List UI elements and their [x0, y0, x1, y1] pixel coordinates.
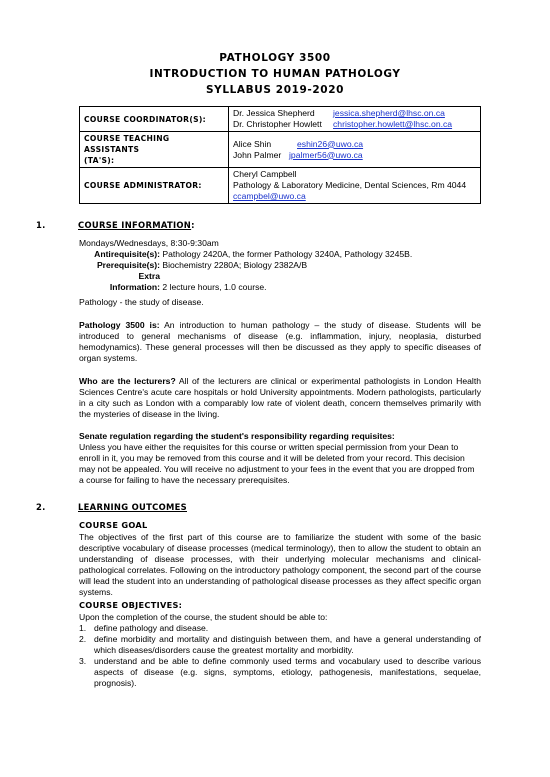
objective-number: 3.: [79, 656, 87, 666]
ta-name: Alice Shin: [233, 138, 272, 149]
objective-text: understand and be able to define commonly used terms and vocabulary used to describe various aspects of disease (e.g. signs, symptoms, etiology, pathogenesis, manifestations, sequelae, prognosis).: [94, 656, 481, 688]
senate-regulation-heading: Senate regulation regarding the student's responsibility regarding requisites:: [79, 431, 395, 441]
senate-regulation-block: [79, 431, 481, 486]
section-1-heading: [36, 220, 195, 230]
objective-number: 1.: [79, 623, 87, 633]
administrator-role-label: COURSE ADMINISTRATOR:: [80, 168, 229, 204]
course-info-block: [79, 238, 481, 293]
section-number: 2.: [36, 502, 46, 512]
extra-info-line: [90, 271, 481, 293]
course-intro-lead: Pathology 3500 is:: [79, 320, 160, 330]
pathology-definition: Pathology - the study of disease.: [79, 297, 204, 307]
course-objectives-block: [79, 612, 481, 689]
administrator-email-link[interactable]: ccampbel@uwo.ca: [233, 191, 306, 201]
staff-table: [79, 106, 481, 204]
ta-name: John Palmer: [233, 149, 282, 160]
lecturers-text: All of the lecturers are clinical or experimental pathologists in London Health Sciences Centre's acute care hospitals or hold University appointments. Modern pathologists, particularly in a city such as London with a comparably low rate of violent death, concern themselves primarily with the mysteries of disease in the living.: [79, 376, 481, 419]
lecturers-paragraph: [79, 376, 481, 420]
objectives-intro: Upon the completion of the course, the student should be able to:: [79, 612, 328, 622]
objective-item: [79, 656, 481, 689]
document-header: [0, 50, 550, 98]
antirequisite-line: [90, 249, 481, 260]
objective-number: 2.: [79, 634, 87, 644]
course-code-title: PATHOLOGY 3500: [219, 52, 331, 64]
ta-role-label: [80, 132, 229, 168]
coordinator-name: Dr. Jessica Shepherd: [233, 108, 315, 118]
coordinator-role-label: COURSE COORDINATOR(S):: [80, 107, 229, 132]
section-2-heading: [36, 502, 187, 512]
extra-info-value: 2 lecture hours, 1.0 course.: [162, 282, 267, 292]
course-name-title: INTRODUCTION TO HUMAN PATHOLOGY: [149, 68, 401, 80]
objective-item: [79, 634, 481, 656]
section-title: LEARNING OUTCOMES: [78, 502, 187, 512]
antirequisite-value: Pathology 2420A, the former Pathology 3240A, Pathology 3245B.: [162, 249, 413, 259]
prerequisite-value: Biochemistry 2280A; Biology 2382A/B: [162, 260, 308, 270]
course-goal-heading: COURSE GOAL: [79, 520, 148, 530]
coordinator-cell: [229, 107, 481, 132]
administrator-row: [80, 168, 481, 204]
course-intro-text: An introduction to human pathology – the study of disease. Students will be introduced to general mechanisms of disease (e.g. inflammation, injury, neoplasia, disturbed hemodynamics). These general processes will then be discussed as they apply to specific diseases of organ systems.: [79, 320, 481, 363]
objectives-list: [79, 623, 481, 689]
section-title: COURSE INFORMATION: [78, 220, 192, 230]
section-title-colon: :: [191, 220, 195, 230]
syllabus-year-title: SYLLABUS 2019-2020: [205, 84, 345, 96]
course-goal-text: The objectives of the first part of this course are to familiarize the student with some of the basic descriptive vocabulary of disease processes (medical terminology), then to allow the student to obtain an understanding of disease processes, with their underlying molecular mechanisms and clinical-pathological correlates. Following on the introductory pathology component, the second part of the course will lead the student into an understanding of pathological disease processes as they affect specific organ systems.: [79, 532, 481, 597]
prerequisite-label: Prerequisite(s):: [96, 260, 160, 270]
ta-row: [80, 132, 481, 168]
ta-cell: [229, 132, 481, 168]
extra-info-label: Extra Information:: [109, 271, 160, 292]
administrator-name: Cheryl Campbell: [233, 169, 297, 179]
coordinator-email-link[interactable]: jessica.shepherd@lhsc.on.ca: [333, 108, 445, 118]
coordinator-email-link[interactable]: christopher.howlett@lhsc.on.ca: [333, 119, 453, 129]
administrator-department: Pathology & Laboratory Medicine, Dental Sciences, Rm 4044: [233, 180, 467, 190]
objective-text: define pathology and disease.: [94, 623, 209, 633]
objective-item: [79, 623, 481, 634]
coordinator-name: Dr. Christopher Howlett: [233, 119, 322, 129]
administrator-cell: [229, 168, 481, 204]
lecturers-lead: Who are the lecturers?: [79, 376, 176, 386]
antirequisite-label: Antirequisite(s):: [94, 249, 160, 259]
senate-regulation-text: Unless you have either the requisites for this course or written special permission from your Dean to enroll in it, you may be removed from this course and it will be deleted from your record. This decision may not be appealed. You will receive no adjustment to your fees in the event that you are dropped from a course for failing to have the necessary prerequisites.: [79, 442, 475, 485]
ta-role-label-line: COURSE TEACHING ASSISTANTS: [84, 134, 170, 154]
prerequisite-line: [90, 260, 481, 271]
class-schedule: Mondays/Wednesdays, 8:30-9:30am: [79, 238, 219, 248]
ta-role-label-line: (TA'S):: [84, 156, 115, 165]
ta-email-link[interactable]: jpalmer56@uwo.ca: [289, 149, 363, 160]
coordinator-row: [80, 107, 481, 132]
course-objectives-heading: COURSE OBJECTIVES:: [79, 600, 183, 610]
course-intro-paragraph: [79, 320, 481, 364]
objective-text: define morbidity and mortality and distinguish between them, and have a general understanding of which diseases/disorders cause the greatest mortality and morbidity.: [94, 634, 481, 655]
ta-email-link[interactable]: eshin26@uwo.ca: [297, 138, 364, 149]
section-number: 1.: [36, 220, 46, 230]
